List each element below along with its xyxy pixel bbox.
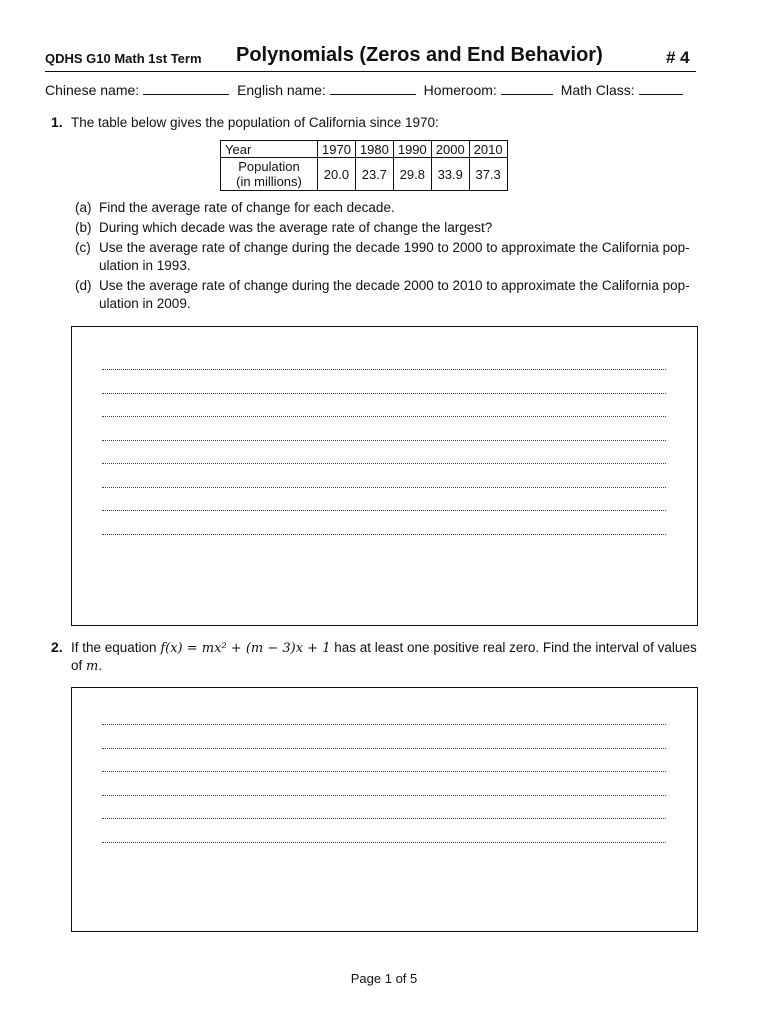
part-label: (a) <box>75 200 92 215</box>
table-year-cell: 1980 <box>355 141 393 158</box>
question-2-equation: f(x) = mx² + (m − 3)x + 1 <box>160 641 331 656</box>
question-2-line2-before: of <box>71 658 83 673</box>
table-year-cell: 2010 <box>469 141 507 158</box>
part-text: During which decade was the average rate of change the largest? <box>99 220 493 235</box>
question-1-part-d <box>75 277 705 313</box>
answer-box-1[interactable] <box>71 326 698 626</box>
student-info-row <box>45 82 687 98</box>
answer-line <box>102 818 666 819</box>
answer-line <box>102 487 666 488</box>
part-text-line1: Use the average rate of change during the decade 2000 to 2010 to approximate the California pop- <box>99 278 690 293</box>
question-1-prompt: The table below gives the population of California since 1970: <box>71 115 439 130</box>
answer-line <box>102 795 666 796</box>
answer-line <box>102 724 666 725</box>
part-text-line1: Use the average rate of change during the decade 1990 to 2000 to approximate the California pop- <box>99 240 690 255</box>
part-label: (c) <box>75 240 91 255</box>
population-table <box>220 140 508 191</box>
part-text-line2: ulation in 2009. <box>99 296 191 311</box>
answer-line <box>102 842 666 843</box>
part-label: (b) <box>75 220 92 235</box>
part-label: (d) <box>75 278 92 293</box>
page-number: Page 1 of 5 <box>350 971 418 986</box>
sheet-number: # 4 <box>666 48 690 67</box>
answer-line <box>102 771 666 772</box>
chinese-name-blank[interactable] <box>143 82 229 95</box>
population-label-line2: (in millions) <box>236 174 302 189</box>
question-1-part-a <box>75 199 705 217</box>
table-header-year: Year <box>221 141 318 158</box>
answer-box-2[interactable] <box>71 687 698 932</box>
table-value-cell: 29.8 <box>393 158 431 191</box>
table-value-cell: 23.7 <box>355 158 393 191</box>
answer-line <box>102 534 666 535</box>
question-2-text-after: has at least one positive real zero. Find the interval of values <box>334 640 697 655</box>
answer-line <box>102 369 666 370</box>
question-2-text-before: If the equation <box>71 640 157 655</box>
question-2-line2-after: . <box>98 658 103 673</box>
table-header-population <box>221 158 318 191</box>
question-2-line1 <box>71 639 701 658</box>
question-2-variable: m <box>86 659 99 674</box>
english-name-blank[interactable] <box>330 82 416 95</box>
table-year-cell: 2000 <box>431 141 469 158</box>
question-2-line2 <box>71 657 102 676</box>
answer-line <box>102 463 666 464</box>
math-class-blank[interactable] <box>639 82 683 95</box>
question-1-part-b <box>75 219 705 237</box>
homeroom-blank[interactable] <box>501 82 553 95</box>
answer-line <box>102 440 666 441</box>
table-year-cell: 1970 <box>318 141 356 158</box>
course-label: QDHS G10 Math 1st Term <box>45 51 202 66</box>
answer-line <box>102 393 666 394</box>
table-year-cell: 1990 <box>393 141 431 158</box>
english-name-label: English name: <box>237 82 326 98</box>
table-value-cell: 33.9 <box>431 158 469 191</box>
math-class-label: Math Class: <box>560 82 635 98</box>
answer-line <box>102 748 666 749</box>
answer-line <box>102 510 666 511</box>
homeroom-label: Homeroom: <box>423 82 497 98</box>
population-label-line1: Population <box>238 159 300 174</box>
worksheet-title: Polynomials (Zeros and End Behavior) <box>236 44 603 66</box>
answer-line <box>102 416 666 417</box>
part-text-line2: ulation in 1993. <box>99 258 191 273</box>
header-divider <box>45 71 696 72</box>
part-text: Find the average rate of change for each decade. <box>99 200 395 215</box>
question-2-number: 2. <box>51 639 63 655</box>
table-value-cell: 20.0 <box>318 158 356 191</box>
question-1-number: 1. <box>51 114 63 130</box>
table-row <box>221 158 508 191</box>
table-row <box>221 141 508 158</box>
question-1-part-c <box>75 239 705 275</box>
table-value-cell: 37.3 <box>469 158 507 191</box>
chinese-name-label: Chinese name: <box>45 82 140 98</box>
